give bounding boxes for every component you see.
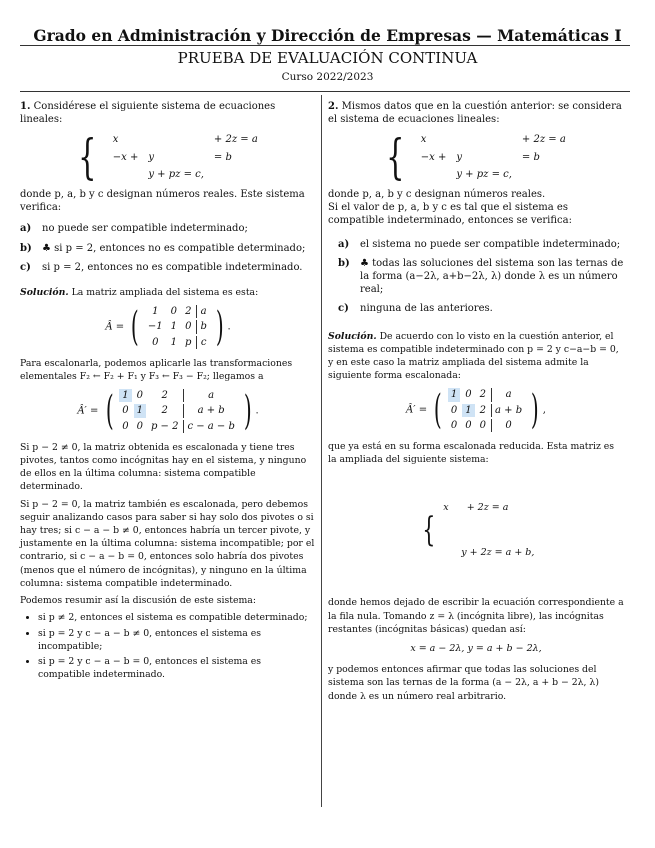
q1-option-c: c) si p = 2, entonces no es compatible indeterminado.: [20, 261, 303, 273]
q2-formula: x = a − 2λ, y = a + b − 2λ,: [410, 643, 542, 655]
header-rule-bottom: [20, 91, 630, 92]
question-2: [328, 100, 624, 707]
list-item: • si p ≠ 2, entonces el sistema es compatible determinado;: [38, 611, 316, 624]
exam-title: PRUEBA DE EVALUACIÓN CONTINUA: [177, 49, 478, 67]
q1-matrix: Â = ( 1 0 2 a −1 1 0 b 0 1 p c ) .: [105, 304, 231, 351]
q1-option-a: a) no puede ser compatible indeterminado;: [20, 223, 248, 235]
q1-options: [20, 222, 316, 274]
course-year: Curso 2022/2023: [281, 71, 374, 83]
q2-para-1: que ya está en su forma escalonada reducida. Esta matriz es la ampliada del siguiente sistema:: [328, 441, 615, 466]
list-item: • si p = 2 y c − a − b ≠ 0, entonces el sistema es incompatible;: [38, 627, 316, 653]
list-item: • si p = 2 y c − a − b = 0, entonces el sistema es compatible indeterminado.: [38, 655, 316, 681]
q1-option-b: b) ♣ si p = 2, entonces no es compatible determinado;: [20, 242, 306, 254]
q2-solution: Solución. De acuerdo con lo visto en la cuestión anterior, el sistema es compatible indeterminado con p = 2 y c−a−b = 0, y en este caso la matriz ampliada del sistema admite la siguiente forma escalonada:: [328, 330, 619, 382]
document-title: Grado en Administración y Dirección de Empresas — Matemáticas I: [33, 26, 622, 45]
q2-matrix: Â′ = ( 1 0 2 a 0 1 2 a + b 0 0 0 0 ) ,: [406, 387, 546, 434]
q1-system-table: x + 2z = a −x + y = b y + pz = c,: [112, 134, 258, 180]
q2-after-2: Si el valor de p, a, b y c es tal que el sistema es compatible indeterminado, entonces se verifica:: [328, 202, 572, 227]
q2-system-2: { x + 2z = a y + 2z = a + b,: [421, 502, 535, 559]
q1-para-1: Si p − 2 ≠ 0, la matriz obtenida es escalonada y tiene tres pivotes, tantos como incógnitas hay en el sistema, y ninguno de ellos en la última columna: sistema compatible determinado.: [20, 441, 307, 493]
q2-para-3: y podemos entonces afirmar que todas las soluciones del sistema son las ternas de la forma (a − 2λ, a + b − 2λ, λ) donde λ es un número real arbitrario.: [328, 664, 599, 702]
q2-system-table: x + 2z = a −x + y = b y + pz = c,: [420, 134, 566, 180]
q1-para-2: Si p − 2 = 0, la matriz también es escalonada, pero debemos seguir analizando casos para saber si hay solo dos pivotes o si hay tres; si c − a − b ≠ 0, entonces habría un tercer pivote, y justamente en la última columna: sistema incompatible; por el contrario, si c − a − b = 0, entonces solo habría dos pivotes (menos que el número de incógnitas), y ninguno en la última columna: sistema compatible indeterminado.: [20, 498, 315, 589]
q1-matrix-2: Â′ = ( 1 0 2 a 0 1 2 a + b 0 0 p − 2 c − a − b ) .: [77, 388, 259, 435]
q2-system: { x + 2z = a −x + y = b y + pz = c,: [328, 130, 624, 184]
header-rule-top: [20, 45, 630, 46]
q2-para-2: donde hemos dejado de escribir la ecuación correspondiente a la fila nula. Tomando z = λ (incógnita libre), las incógnitas restantes (incógnitas básicas) quedan así:: [328, 597, 624, 635]
q2-option-b: b) ♣ todas las soluciones del sistema son las ternas de la forma (a−2λ, a+b−2λ, λ) donde λ es un número real;: [338, 257, 624, 296]
q2-options: [338, 238, 624, 316]
q2-option-a: a) el sistema no puede ser compatible indeterminado;: [338, 238, 621, 250]
q1-intro: 1. Considérese el siguiente sistema de ecuaciones lineales:: [20, 101, 276, 126]
column-divider: [321, 95, 322, 807]
q1-step: Para escalonarla, podemos aplicarle las transformaciones elementales F₂ ← F₂ + F₁ y F₃ ← F₃ − F₂; llegamos a: [20, 357, 293, 383]
q1-solution-intro: Solución. La matriz ampliada del sistema es esta:: [20, 287, 259, 299]
q1-after: donde p, a, b y c designan números reales. Este sistema verifica:: [20, 189, 305, 214]
q1-system: { x + 2z = a −x + y = b y + pz = c,: [20, 130, 316, 184]
q1-summary-list: [20, 611, 316, 681]
q2-option-c: c) ninguna de las anteriores.: [338, 303, 493, 315]
q2-after-1: donde p, a, b y c designan números reales.: [328, 189, 546, 201]
q2-intro: 2. Mismos datos que en la cuestión anterior: se considera el sistema de ecuaciones lineales:: [328, 101, 622, 126]
q1-summary: Podemos resumir así la discusión de este sistema:: [20, 595, 256, 607]
question-1: [20, 100, 316, 683]
